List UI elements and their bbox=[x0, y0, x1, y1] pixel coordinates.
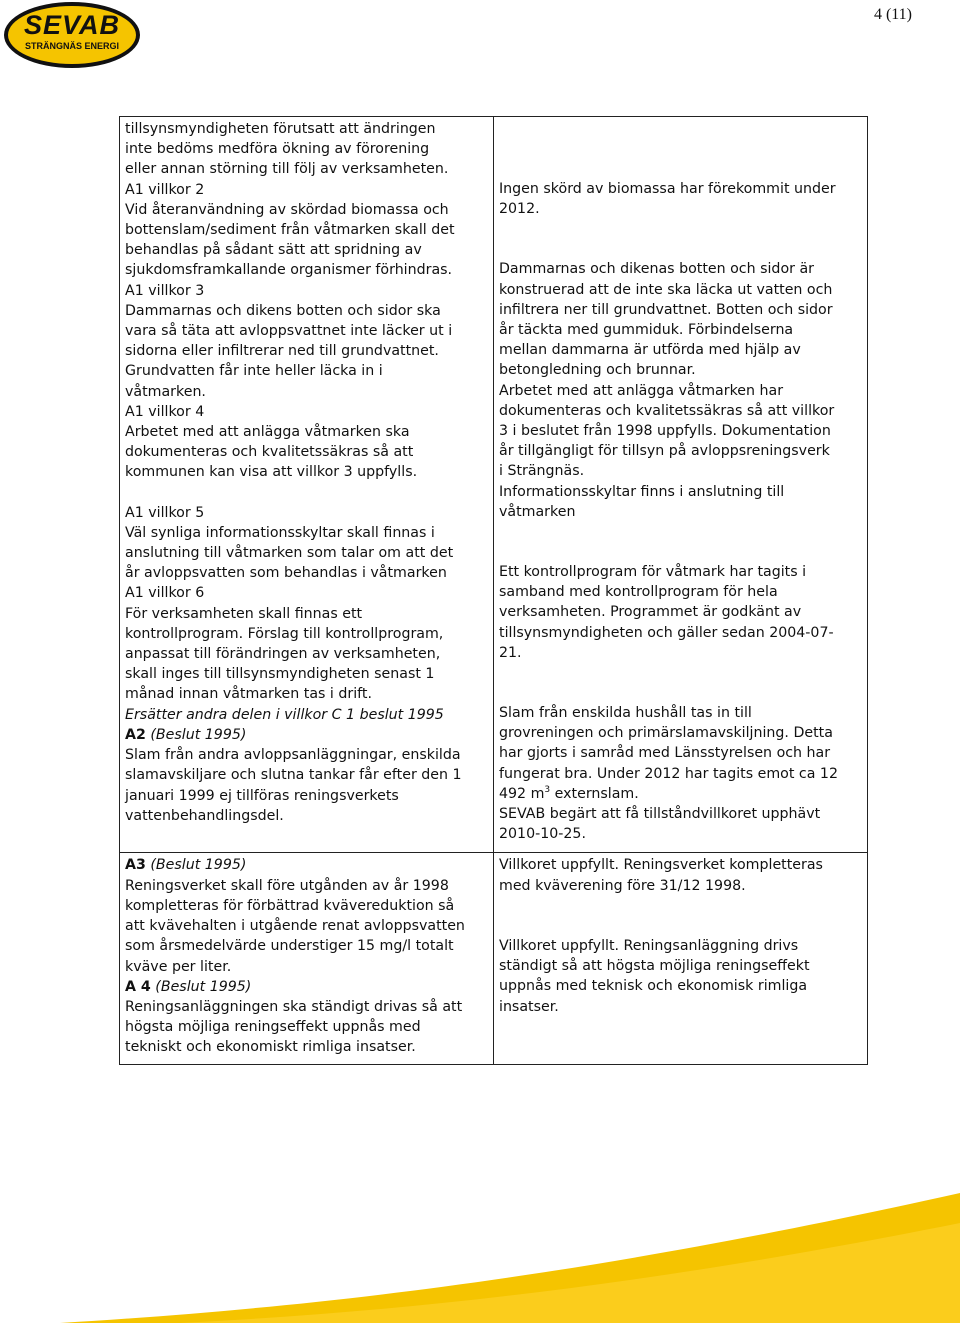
conditions-table bbox=[119, 116, 868, 1065]
status-cell bbox=[494, 117, 868, 853]
sevab-logo bbox=[4, 2, 140, 68]
status-text: externslam. bbox=[550, 785, 639, 802]
condition-year: (Beslut 1995) bbox=[145, 726, 247, 743]
status-text: Arbetet med att anlägga våtmarken har dokumenteras och kvalitetssäkras så att villkor 3 i beslutet från 1998 uppfylls. Dokumentation år tillgängligt för tillsyn på avloppsreningsverk i Strängnäs. bbox=[499, 382, 835, 480]
table-row bbox=[120, 853, 868, 1064]
status-text: Villkoret uppfyllt. Reningsverket kompletteras med kväverening före 31/12 1998. bbox=[499, 857, 823, 894]
replace-note: Ersätter andra delen i villkor C 1 beslut 1995 bbox=[125, 706, 444, 723]
condition-year: (Beslut 1995) bbox=[145, 857, 247, 874]
status-text: Ett kontrollprogram för våtmark har tagits i samband med kontrollprogram för hela verksamheten. Programmet är godkänt av tillsynsmyndigheten och gäller sedan 2004-07- 21. bbox=[499, 564, 834, 661]
table-row bbox=[120, 117, 868, 853]
condition-text: Slam från andra avloppsanläggningar, enskilda slamavskiljare och slutna tankar får efter den 1 januari 1999 ej tillföras reningsverkets vattenbehandlingsdel. bbox=[125, 747, 462, 824]
condition-label: A2 bbox=[125, 726, 146, 743]
condition-heading: A1 villkor 4 bbox=[125, 403, 205, 420]
status-cell bbox=[494, 853, 868, 1064]
condition-year: (Beslut 1995) bbox=[150, 978, 252, 995]
condition-heading: A1 villkor 2 bbox=[125, 181, 205, 198]
condition-text: Väl synliga informationsskyltar skall finnas i anslutning till våtmarken som talar om att det år avloppsvatten som behandlas i våtmarken bbox=[125, 524, 454, 582]
condition-heading: A1 villkor 6 bbox=[125, 585, 205, 602]
condition-text: För verksamheten skall finnas ett kontrollprogram. Förslag till kontrollprogram, anpassat till förändringen av verksamheten, skall inges till tillsynsmyndigheten senast 1 månad innan våtmarken tas i drift. bbox=[125, 605, 444, 703]
status-text: Slam från enskilda hushåll tas in till grovreningen och primärslamavskiljning. Detta har gjorts i samråd med Länsstyrelsen och har fungerat bra. Under 2012 har tagits emot ca 12 492 m bbox=[499, 705, 838, 802]
condition-heading: A1 villkor 3 bbox=[125, 282, 205, 299]
logo-subtitle: STRÄNGNÄS ENERGI bbox=[24, 41, 119, 51]
conditions-cell bbox=[120, 853, 494, 1064]
logo-name: SEVAB bbox=[23, 10, 121, 40]
page-number: 4 (11) bbox=[873, 6, 912, 23]
condition-text: Reningsverket skall före utgånden av år 1998 kompletteras för förbättrad kvävereduktion så att kvävehalten i utgående renat avloppsvatten som årsmedelvärde understiger 15 mg/l totalt kväve per liter. bbox=[125, 877, 465, 975]
condition-text: Arbetet med att anlägga våtmarken ska dokumenteras och kvalitetssäkras så att kommunen kan visa att villkor 3 uppfylls. bbox=[125, 424, 418, 481]
condition-label: A 4 bbox=[125, 978, 151, 995]
status-text: SEVAB begärt att få tillståndvillkoret upphävt 2010-10-25. bbox=[499, 806, 821, 843]
status-text: Dammarnas och dikenas botten och sidor är konstruerad att de inte ska läcka ut vatten och infiltrera ner till grundvattnet. Botten och sidor år täckta med gummiduk. Förbindelserna mellan dammarna är utförda med hjälp av betongledning och brunnar. bbox=[499, 261, 833, 379]
condition-heading: A1 villkor 5 bbox=[125, 504, 205, 521]
unit-superscript: 3 bbox=[544, 784, 551, 795]
status-text: Informationsskyltar finns i anslutning till våtmarken bbox=[499, 483, 785, 520]
decorative-swoosh bbox=[60, 1183, 960, 1323]
conditions-cell bbox=[120, 117, 494, 853]
condition-label: A3 bbox=[125, 857, 146, 874]
condition-text: Vid återanvändning av skördad biomassa och bottenslam/sediment från våtmarken skall det behandlas på sådant sätt att spridning av sjukdomsframkallande organismer förhindras. bbox=[125, 201, 455, 279]
condition-text: Dammarnas och dikens botten och sidor ska vara så täta att avloppsvattnet inte läcker ut i sidorna eller infiltrerar ned till grundvattnet. Grundvatten får inte heller läcka in i våtmarken. bbox=[125, 302, 453, 400]
condition-text: Reningsanläggningen ska ständigt drivas så att högsta möjliga reningseffekt uppnås med tekniskt och ekonomiskt rimliga insatser. bbox=[125, 998, 463, 1056]
condition-text: tillsynsmyndigheten förutsatt att ändringen inte bedöms medföra ökning av förorening eller annan störning till följ av verksamheten. bbox=[125, 121, 449, 178]
status-text: Villkoret uppfyllt. Reningsanläggning drivs ständigt så att högsta möjliga reningseffekt uppnås med teknisk och ekonomisk rimliga insatser. bbox=[499, 937, 810, 1015]
status-text: Ingen skörd av biomassa har förekommit under 2012. bbox=[499, 181, 836, 218]
